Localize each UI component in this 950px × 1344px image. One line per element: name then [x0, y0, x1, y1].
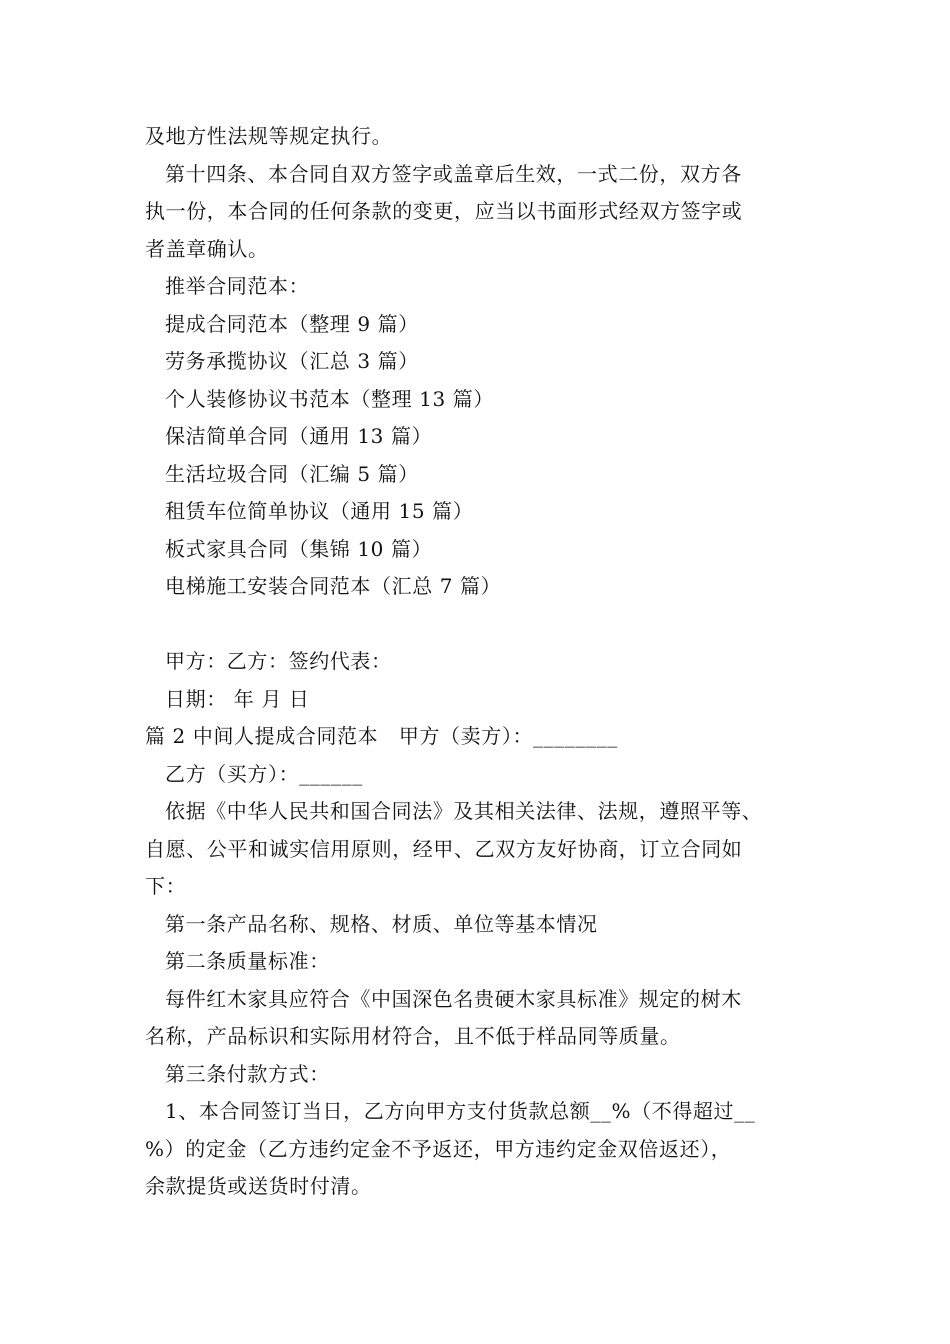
recommend-heading: 推举合同范本：: [165, 274, 310, 298]
paragraph-line: 自愿、公平和诚实信用原则，经甲、乙双方友好协商，订立合同如: [145, 836, 743, 861]
recommend-list-item: 板式家具合同（集锦 10 篇）: [165, 536, 433, 561]
paragraph-line: 及地方性法规等规定执行。: [145, 124, 393, 148]
recommend-list-item: 个人装修协议书范本（整理 13 篇）: [165, 386, 494, 411]
recommend-list-item: 劳务承揽协议（汇总 3 篇）: [165, 349, 419, 373]
blank-line: [145, 606, 825, 644]
section-title: 篇 2 中间人提成合同范本 甲方（卖方）：________: [145, 724, 618, 748]
paragraph-line: 依据《中华人民共和国合同法》及其相关法律、法规，遵照平等、: [165, 799, 763, 823]
paragraph-line: 每件红木家具应符合《中国深色名贵硬木家具标准》规定的树木: [165, 986, 742, 1011]
recommend-list-item: 提成合同范本（整理 9 篇）: [165, 311, 419, 336]
recommend-list-item: 租赁车位简单协议（通用 15 篇）: [165, 499, 474, 523]
clause-heading: 第一条产品名称、规格、材质、单位等基本情况: [165, 911, 598, 936]
paragraph-line: %）的定金（乙方违约定金不予返还，甲方违约定金双倍返还），: [145, 1136, 732, 1161]
recommend-list-item: 生活垃圾合同（汇编 5 篇）: [165, 461, 419, 486]
clause-heading: 第三条付款方式：: [165, 1061, 330, 1086]
paragraph-line: 名称，产品标识和实际用材符合，且不低于样品同等质量。: [145, 1024, 681, 1048]
signature-line: 甲方：乙方：签约代表：: [165, 649, 392, 673]
paragraph-line: 下：: [145, 874, 187, 898]
date-line: 日期： 年 月 日: [165, 686, 310, 711]
recommend-list-item: 电梯施工安装合同范本（汇总 7 篇）: [165, 574, 502, 598]
clause-heading: 第二条质量标准：: [165, 949, 330, 973]
recommend-list-item: 保洁简单合同（通用 13 篇）: [165, 424, 433, 448]
party-line: 乙方（买方）：______: [165, 761, 363, 786]
document-page: [145, 118, 825, 1206]
paragraph-line: 者盖章确认。: [145, 236, 269, 261]
paragraph-line: 执一份，本合同的任何条款的变更，应当以书面形式经双方签字或: [145, 199, 743, 223]
paragraph-line: 余款提货或送货时付清。: [145, 1174, 372, 1198]
paragraph-line: 1、本合同签订当日，乙方向甲方支付货款总额__%（不得超过__: [165, 1099, 756, 1123]
paragraph-line: 第十四条、本合同自双方签字或盖章后生效，一式二份，双方各: [165, 161, 742, 186]
